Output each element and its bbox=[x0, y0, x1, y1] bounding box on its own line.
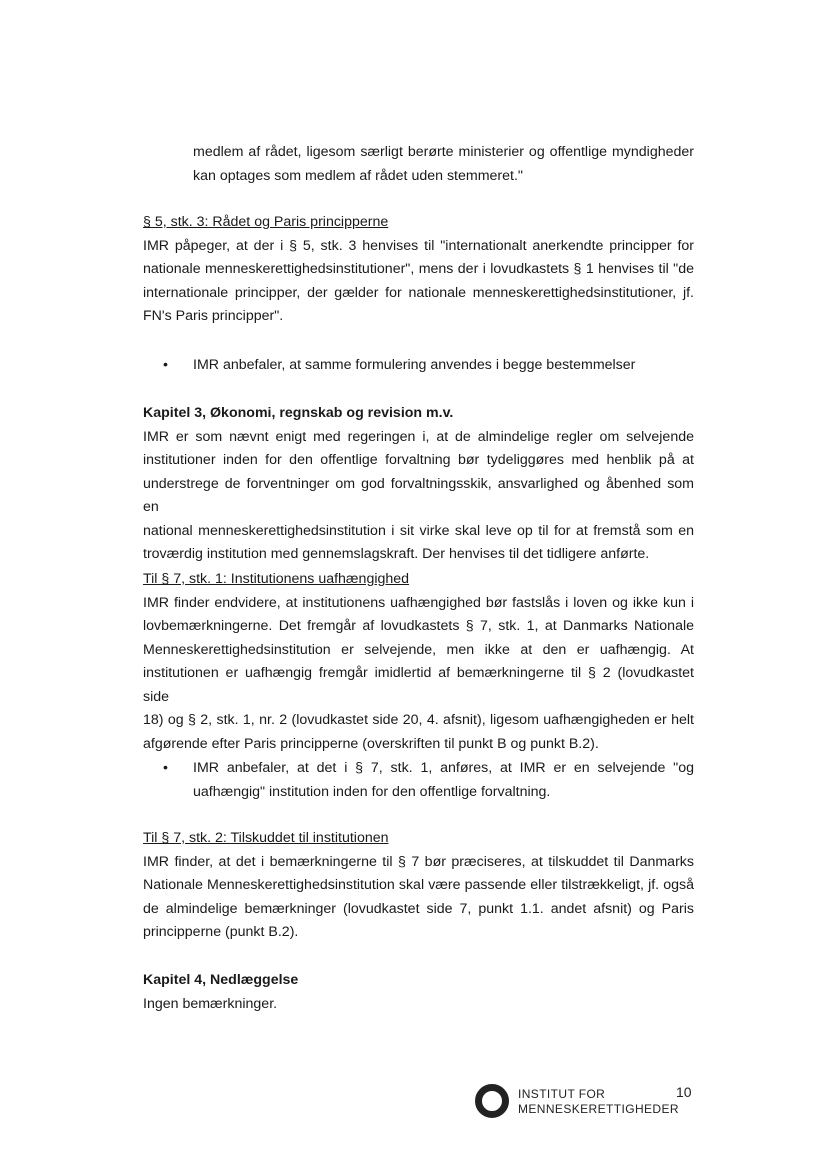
bullet-line-2: uafhængig" institution inden for den offentlige forvaltning. bbox=[193, 783, 551, 800]
paragraph-line: troværdig institution med gennemslagskraft. Der henvises til det tidligere anførte. bbox=[143, 546, 650, 562]
paragraph-line: de almindelige bemærkninger (lovudkastet side 7, punkt 1.1. andet afsnit) og Paris bbox=[143, 900, 694, 917]
org-line-1: INSTITUT FOR bbox=[518, 1087, 606, 1101]
paragraph-line: IMR påpeger, at der i § 5, stk. 3 henvises til "internationalt anerkendte principper for bbox=[143, 237, 694, 254]
section-paris-principles bbox=[143, 211, 694, 329]
bullet-dot-icon: • bbox=[163, 760, 168, 776]
chapter-heading: Kapitel 3, Økonomi, regnskab og revision m.v. bbox=[143, 405, 454, 421]
organization-name bbox=[518, 1087, 679, 1117]
paragraph-line: Nationale Menneskerettighedsinstitution skal være passende eller tilstrækkeligt, jf. også bbox=[143, 877, 694, 893]
paragraph-line: principperne (punkt B.2). bbox=[143, 924, 299, 940]
section-heading: § 5, stk. 3: Rådet og Paris principperne bbox=[143, 214, 389, 230]
section-heading: Til § 7, stk. 1: Institutionens uafhængighed bbox=[143, 571, 410, 587]
section-grant bbox=[143, 827, 694, 945]
bullet-dot-icon: • bbox=[163, 357, 168, 373]
intro-paragraph bbox=[193, 141, 694, 188]
paragraph-line: 18) og § 2, stk. 1, nr. 2 (lovudkastet side 20, 4. afsnit), ligesom uafhængigheden er helt bbox=[143, 712, 694, 728]
footer-logo bbox=[474, 1083, 684, 1123]
paragraph-line: IMR finder endvidere, at institutionens uafhængighed bør fastslås i loven og ikke kun i bbox=[143, 594, 694, 611]
chapter-3 bbox=[143, 402, 694, 567]
paragraph-line: national menneskerettighedsinstitution i sit virke skal leve op til for at fremstå som en bbox=[143, 522, 694, 539]
paragraph-line: internationale principper, der gælder for nationale menneskerettighedsinstitutioner, jf. bbox=[143, 284, 694, 301]
paragraph-line: institutioner inden for den offentlige forvaltning bør tydeliggøres med henblik på at bbox=[143, 452, 694, 468]
bullet-text: IMR anbefaler, at samme formulering anvendes i begge bestemmelser bbox=[193, 357, 636, 373]
chapter-4 bbox=[143, 969, 694, 1016]
section-independence bbox=[143, 568, 694, 756]
chapter-heading: Kapitel 4, Nedlæggelse bbox=[143, 972, 299, 988]
paragraph-line: IMR er som nævnt enigt med regeringen i, at de almindelige regler om selvejende bbox=[143, 428, 694, 445]
paragraph-line: institutionen er uafhængig fremgår imidlertid af bemærkningerne til § 2 (lovudkastet side bbox=[143, 665, 694, 705]
section-heading: Til § 7, stk. 2: Tilskuddet til institutionen bbox=[143, 830, 389, 846]
ring-logo-icon bbox=[474, 1083, 510, 1119]
paragraph-line: Ingen bemærkninger. bbox=[143, 995, 278, 1012]
paragraph-line: afgørende efter Paris principperne (overskriften til punkt B og punkt B.2). bbox=[143, 735, 599, 752]
paragraph-line: FN's Paris principper". bbox=[143, 308, 284, 324]
intro-line-1: medlem af rådet, ligesom særligt berørte ministerier og offentlige myndigheder bbox=[193, 144, 694, 160]
bullet-text bbox=[193, 757, 694, 804]
intro-line-2: kan optages som medlem af rådet uden stemmeret." bbox=[193, 167, 523, 184]
paragraph-line: lovbemærkningerne. Det fremgår af lovudkastets § 7, stk. 1, at Danmarks Nationale bbox=[143, 618, 694, 634]
bullet-line-1: IMR anbefaler, at det i § 7, stk. 1, anføres, at IMR er en selvejende "og bbox=[193, 760, 694, 776]
org-line-2: MENNESKERETTIGHEDER bbox=[518, 1102, 679, 1116]
paragraph-line: understrege de forventninger om god forvaltningsskik, ansvarlighed og åbenhed som en bbox=[143, 475, 694, 515]
paragraph-line: IMR finder, at det i bemærkningerne til § 7 bør præciseres, at tilskuddet til Danmarks bbox=[143, 853, 694, 870]
paragraph-line: Menneskerettighedsinstitution er selvejende, men ikke at den er uafhængig. At bbox=[143, 641, 694, 658]
paragraph-line: nationale menneskerettighedsinstitutioner", mens der i lovudkastets § 1 henvises til "de bbox=[143, 261, 694, 277]
page-number: 10 bbox=[676, 1084, 692, 1100]
